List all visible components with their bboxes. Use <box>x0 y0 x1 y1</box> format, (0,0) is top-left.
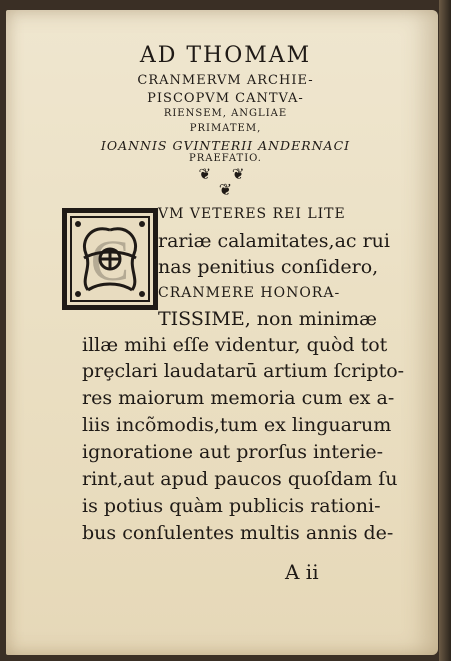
floral-initial-art <box>64 210 156 308</box>
text-line: CRANMERE HONORA- <box>158 285 341 301</box>
pendant-ornament: ❦ <box>218 180 233 199</box>
initial-letter: C <box>90 228 130 293</box>
title-line-4: RIENSEM, ANGLIAE <box>163 108 288 119</box>
text-line: nas penitius conſidero, <box>158 256 379 278</box>
title-line-2: CRANMERVM ARCHIE- <box>137 73 314 88</box>
text-line: illæ mihi eſſe videntur, quòd tot <box>82 334 388 356</box>
decorated-initial <box>62 208 158 310</box>
text-line: VM VETERES REI LITE <box>158 206 346 222</box>
text-line: liis incõmodis,tum ex linguarum <box>82 414 392 436</box>
text-line: rint,aut apud paucos quoſdam ſu <box>82 468 398 490</box>
title-line-3: PISCOPVM CANTVA- <box>147 91 304 106</box>
text-line: prȩclari laudatarū artium ſcripto- <box>82 360 405 382</box>
text-line: TISSIME, non minimæ <box>158 308 378 330</box>
text-line: rariæ calamitates,ac rui <box>158 230 390 252</box>
text-line: bus conſulentes multis annis de- <box>82 522 394 544</box>
signature-mark: A ii <box>285 560 319 584</box>
title-line-1: AD THOMAM <box>139 43 312 68</box>
title-line-7: PRAEFATIO. <box>189 153 262 164</box>
text-line: res maiorum memoria cum ex a- <box>82 387 395 409</box>
text-line: is potius quàm publicis rationi- <box>82 495 381 517</box>
title-line-5: PRIMATEM, <box>189 123 262 134</box>
fleuron-ornaments: ❦ ❦ <box>198 165 253 183</box>
text-line: ignoratione aut prorſus interie- <box>82 441 384 463</box>
title-line-6: IOANNIS GVINTERII ANDERNACI <box>100 138 351 153</box>
book-page <box>6 10 438 655</box>
